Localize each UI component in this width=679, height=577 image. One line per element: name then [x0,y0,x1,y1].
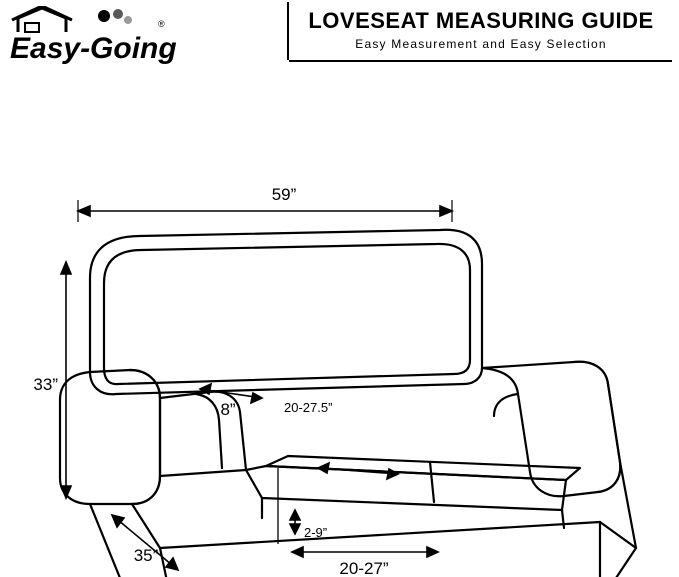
header-vertical-divider [287,2,289,60]
base-front-line [160,522,600,548]
label-base-depth: 35” [133,546,159,565]
page-subtitle: Easy Measurement and Easy Selection [355,37,607,51]
label-seat-depth: 20-27.5” [284,400,333,415]
registered-trademark-symbol: ® [158,19,165,29]
label-seat-width: 20-27” [339,559,389,577]
cushion-divider [430,462,434,502]
right-arm-inner [494,394,518,416]
brand-logo [8,6,176,66]
svg-text:Easy-Going: Easy-Going [10,32,176,65]
base-bottom-right [250,462,636,577]
left-arm-roll-edge [130,370,160,504]
label-overall-width: 59” [271,185,297,204]
loveseat-illustration [0,78,679,577]
sofa-back-inner [104,244,470,384]
page-title: LOVESEAT MEASURING GUIDE [308,8,654,33]
brand-logo-icon [8,6,176,66]
dimension-seat-width [292,547,438,557]
label-overall-height: 33” [33,375,58,394]
left-arm-bottom [160,470,246,476]
right-arm-roll-edge [574,362,620,492]
base-right-corner [600,522,636,548]
title-block [290,8,672,52]
base-left-edge [90,504,120,577]
left-arm-inner-curve [196,394,222,468]
dimension-overall-width [78,200,452,222]
sofa-back-outline [90,230,482,394]
header-horizontal-divider [289,60,672,62]
label-cushion-height: 2-9” [304,525,328,540]
header [0,0,679,78]
diagram-area [0,78,679,577]
label-arm-width: 8” [220,400,236,419]
dimension-cushion-height [290,510,300,534]
left-arm-roll [60,370,160,504]
